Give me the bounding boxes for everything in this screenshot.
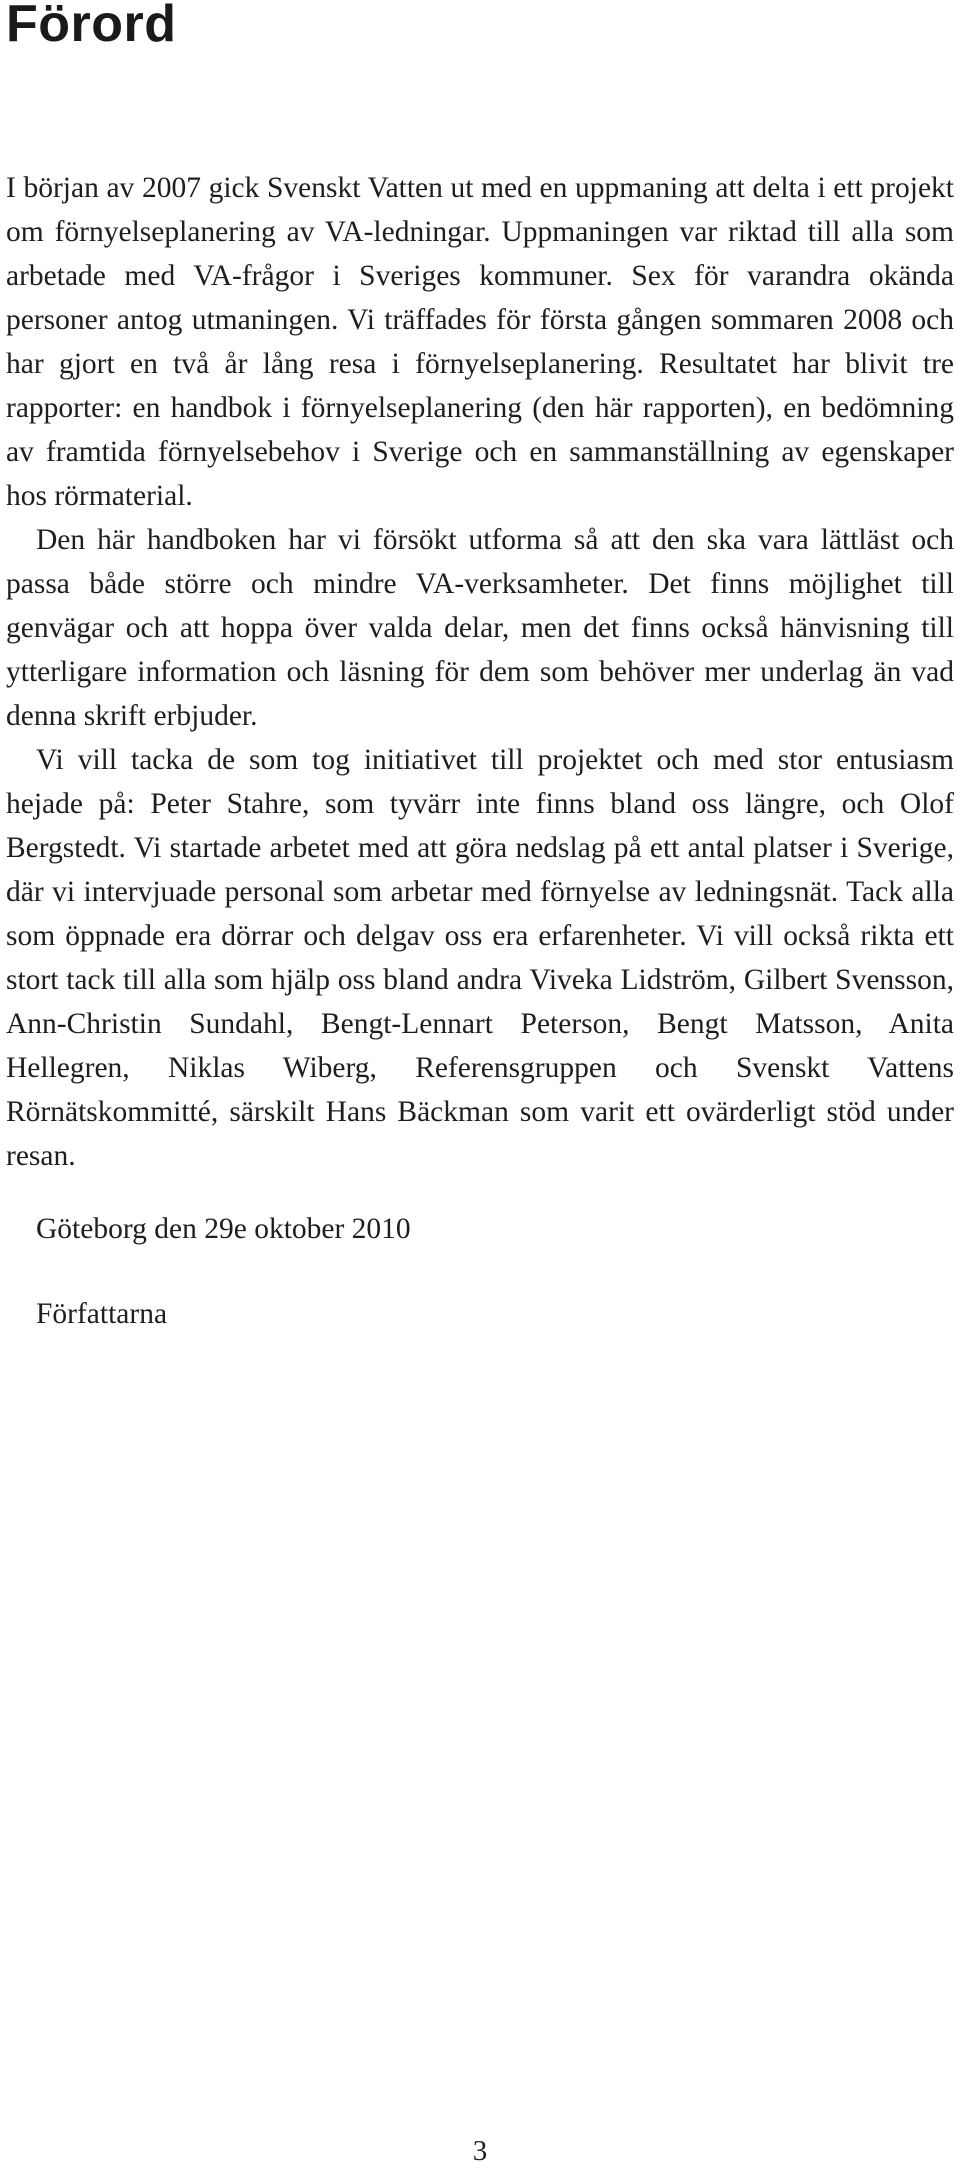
- signature: Författarna: [36, 1298, 168, 1330]
- paragraph-2: Den här handboken har vi försökt utforma så att den ska vara lättläst och passa både större och mindre VA-verksamheter. Det finns möjlighet till genvägar och att hoppa över valda delar, men det finns också hänvisning till ytterligare information och läsning för dem som behöver mer underlag än vad denna skrift erbjuder.: [6, 524, 954, 732]
- place-date: Göteborg den 29e oktober 2010: [36, 1213, 411, 1245]
- body-text: [6, 166, 954, 1178]
- page-title: Förord: [6, 0, 177, 53]
- page-number: 3: [472, 2135, 488, 2167]
- paragraph-3: Vi vill tacka de som tog initiativet till projektet och med stor entusiasm hejade på: Peter Stahre, som tyvärr inte finns bland oss längre, och Olof Bergstedt. Vi startade arbetet med att göra nedslag på ett antal platser i Sverige, där vi intervjuade personal som arbetar med förnyelse av ledningsnät. Tack alla som öppnade era dörrar och delgav oss era erfarenheter. Vi vill också rikta ett stort tack till alla som hjälp oss bland andra Viveka Lidström, Gilbert Svensson, Ann-Christin Sundahl, Bengt-Lennart Peterson, Bengt Matsson, Anita Hellegren, Niklas Wiberg, Referensgruppen och Svenskt Vattens Rörnätskommitté, särskilt Hans Bäckman som varit ett ovärderligt stöd under resan.: [6, 744, 954, 1172]
- paragraph-1: I början av 2007 gick Svenskt Vatten ut med en uppmaning att delta i ett projekt om förnyelseplanering av VA-ledningar. Uppmaningen var riktad till alla som arbetade med VA-frågor i Sveriges kommuner. Sex för varandra okända personer antog utmaningen. Vi träffades för första gången sommaren 2008 och har gjort en två år lång resa i förnyelseplanering. Resultatet har blivit tre rapporter: en handbok i förnyelseplanering (den här rapporten), en bedömning av framtida förnyelsebehov i Sverige och en sammanställning av egenskaper hos rörmaterial.: [6, 172, 954, 512]
